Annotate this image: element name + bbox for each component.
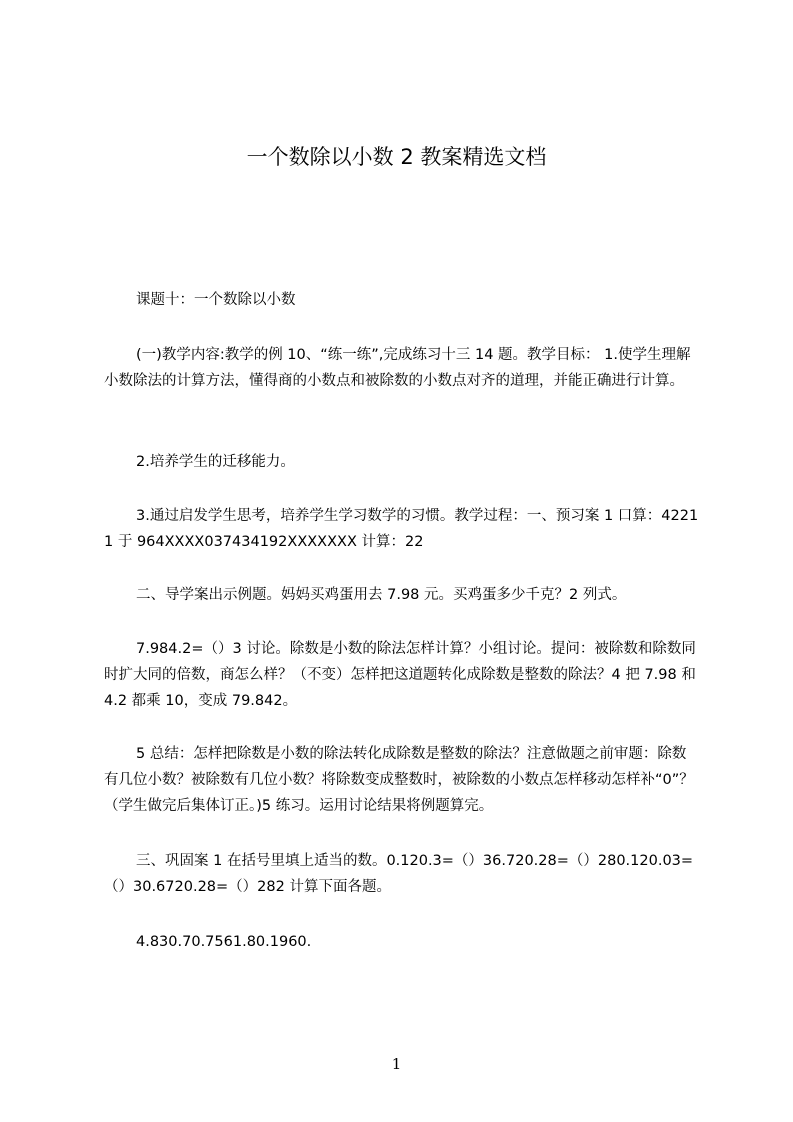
- paragraph-teaching-content: (一)教学内容:教学的例 10、“练一练”,完成练习十三 14 题。教学目标： 1.使学生理解小数除法的计算方法，懂得商的小数点和被除数的小数点对齐的道理，并能正确进行计算。: [104, 347, 691, 389]
- paragraph-summary: 5 总结：怎样把除数是小数的除法转化成除数是整数的除法？注意做题之前审题：除数有几位小数？被除数有几位小数？将除数变成整数时，被除数的小数点怎样移动怎样补“0”？（学生做完后集体订正。)5 练习。运用讨论结果将例题算完。: [104, 746, 694, 814]
- paragraph-calculations: 4.830.70.7561.80.1960.: [136, 934, 312, 950]
- document-title: 一个数除以小数 2 教案精选文档: [246, 145, 547, 169]
- paragraph-guided-example: 二、导学案出示例题。妈妈买鸡蛋用去 7.98 元。买鸡蛋多少千克？2 列式。: [136, 587, 627, 603]
- paragraph-discussion: 7.984.2=（）3 讨论。除数是小数的除法怎样计算？小组讨论。提问：被除数和除数同时扩大同的倍数，商怎么样？（不变）怎样把这道题转化成除数是整数的除法？4 把 7.98 和 4.2 都乘 10，变成 79.842。: [104, 641, 696, 709]
- paragraph-goal-3: 3.通过启发学生思考，培养学生学习数学的习惯。教学过程：一、预习案 1 口算：42211 于 964XXXX037434192XXXXXXX 计算：22: [104, 508, 699, 550]
- paragraph-goal-2: 2.培养学生的迁移能力。: [136, 454, 295, 470]
- page-number: 1: [391, 1055, 402, 1073]
- paragraph-consolidation: 三、巩固案 1 在括号里填上适当的数。0.120.3=（）36.720.28=（）280.120.03=（）30.6720.28=（）282 计算下面各题。: [104, 853, 694, 895]
- paragraph-lesson-topic: 课题十：一个数除以小数: [136, 292, 296, 308]
